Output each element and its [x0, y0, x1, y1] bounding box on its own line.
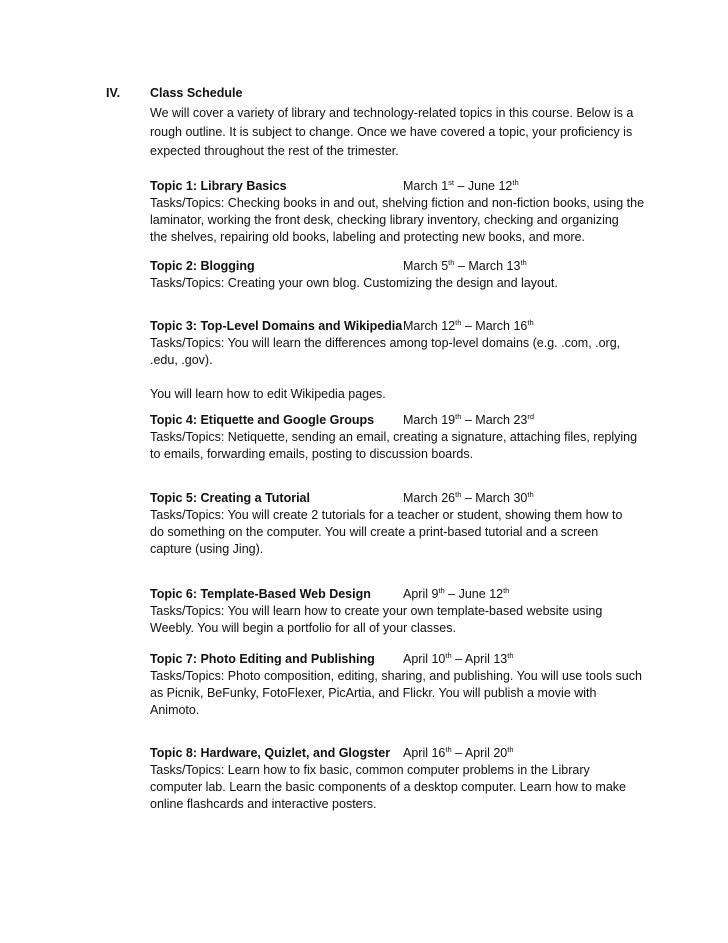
- date-start-suffix: st: [448, 178, 454, 187]
- topic-description-line: capture (using Jing).: [150, 542, 264, 556]
- intro-line: rough outline. It is subject to change. Once we have covered a topic, your proficiency is: [150, 125, 633, 139]
- topic-header: [150, 179, 650, 195]
- date-start-suffix: th: [455, 318, 462, 327]
- topic-block: [150, 746, 650, 813]
- topic-description-line: Tasks/Topics: Netiquette, sending an email, creating a signature, attaching files, replying: [150, 430, 638, 444]
- date-start: April 9: [403, 587, 439, 601]
- section-intro: [150, 104, 650, 161]
- topic-date-range: [403, 652, 514, 666]
- intro-line: expected throughout the rest of the trimester.: [150, 144, 399, 158]
- date-separator: –: [454, 259, 469, 273]
- date-start: March 12: [403, 319, 456, 333]
- topic-header: [150, 319, 650, 335]
- topic-date-range: [403, 746, 514, 760]
- topic-title: Topic 8: Hardware, Quizlet, and Glogster: [150, 746, 391, 760]
- topic-description: [150, 762, 650, 813]
- topic-block: [150, 259, 650, 292]
- topic-date-range: [403, 319, 534, 333]
- date-separator: –: [461, 413, 476, 427]
- topic-description: [150, 335, 650, 369]
- topic-block: [150, 179, 650, 246]
- topic-block: [150, 587, 650, 637]
- topic-title: Topic 6: Template-Based Web Design: [150, 587, 371, 601]
- topic-description-line: the shelves, repairing old books, labeling and protecting new books, and more.: [150, 230, 585, 244]
- date-end-suffix: th: [507, 745, 514, 754]
- topic-title: Topic 7: Photo Editing and Publishing: [150, 652, 375, 666]
- topic-description: [150, 195, 650, 246]
- topic-description-line: Tasks/Topics: Learn how to fix basic, common computer problems in the Library: [150, 763, 590, 777]
- topic-block: [150, 413, 650, 463]
- topic-description-line: laminator, working the front desk, checking library inventory, checking and organizing: [150, 213, 619, 227]
- topic-description-line: do something on the computer. You will create a print-based tutorial and a screen: [150, 525, 599, 539]
- topic-description-line: Tasks/Topics: You will learn how to create your own template-based website using: [150, 604, 603, 618]
- topic-block: [150, 491, 650, 558]
- topic-date-range: [403, 587, 509, 601]
- topic-description-line: Weebly. You will begin a portfolio for all of your classes.: [150, 621, 456, 635]
- topic-title: Topic 2: Blogging: [150, 259, 255, 273]
- topic-header: [150, 746, 650, 762]
- topic-description: [150, 429, 650, 463]
- topic-header: [150, 259, 650, 275]
- date-end: March 13: [468, 259, 521, 273]
- topic-description-line: .edu, .gov).: [150, 353, 213, 367]
- topic-description: [150, 507, 650, 558]
- date-start-suffix: th: [438, 586, 445, 595]
- date-separator: –: [451, 746, 465, 760]
- topic-description-line: Tasks/Topics: You will create 2 tutorials for a teacher or student, showing them how to: [150, 508, 623, 522]
- section-title: Class Schedule: [150, 86, 243, 100]
- topic-description-line: computer lab. Learn the basic components of a desktop computer. Learn how to make: [150, 780, 626, 794]
- topic-header: [150, 491, 650, 507]
- date-end-suffix: th: [527, 318, 534, 327]
- topic-header: [150, 652, 650, 668]
- topic-description-line: Animoto.: [150, 703, 200, 717]
- topic-date-range: [403, 491, 534, 505]
- date-start: March 26: [403, 491, 456, 505]
- date-start: March 1: [403, 179, 449, 193]
- topic-header: [150, 413, 650, 429]
- section-number: IV.: [106, 86, 121, 100]
- date-end: June 12: [467, 179, 513, 193]
- date-end-suffix: th: [520, 258, 527, 267]
- date-start: April 16: [403, 746, 446, 760]
- topic-description-line: Tasks/Topics: Checking books in and out, shelving fiction and non-fiction books, using the: [150, 196, 645, 210]
- date-start-suffix: th: [445, 745, 452, 754]
- date-end-suffix: th: [527, 490, 534, 499]
- topic-block: [150, 319, 650, 403]
- topic-description-line: Tasks/Topics: Creating your own blog. Customizing the design and layout.: [150, 276, 558, 290]
- topic-title: Topic 3: Top-Level Domains and Wikipedia: [150, 319, 403, 333]
- date-start: March 5: [403, 259, 449, 273]
- date-start-suffix: th: [448, 258, 455, 267]
- date-separator: –: [461, 319, 476, 333]
- topic-date-range: [403, 179, 519, 193]
- topic-description: [150, 668, 650, 719]
- date-end-suffix: th: [507, 651, 514, 660]
- date-end: March 16: [475, 319, 528, 333]
- topic-title: Topic 4: Etiquette and Google Groups: [150, 413, 375, 427]
- topic-title: Topic 1: Library Basics: [150, 179, 287, 193]
- topic-description-line: to emails, forwarding emails, posting to discussion boards.: [150, 447, 474, 461]
- date-end-suffix: th: [503, 586, 510, 595]
- date-separator: –: [444, 587, 459, 601]
- date-separator: –: [461, 491, 476, 505]
- date-separator: –: [454, 179, 468, 193]
- topic-description: [150, 603, 650, 637]
- date-start-suffix: th: [455, 412, 462, 421]
- topic-block: [150, 652, 650, 719]
- topic-description-line: Tasks/Topics: You will learn the differences among top-level domains (e.g. .com, .org,: [150, 336, 621, 350]
- topic-description-line: online flashcards and interactive posters.: [150, 797, 377, 811]
- date-end: June 12: [458, 587, 504, 601]
- topic-date-range: [403, 259, 527, 273]
- topic-date-range: [403, 413, 534, 427]
- date-start: March 19: [403, 413, 456, 427]
- intro-line: We will cover a variety of library and technology-related topics in this course. Below is a: [150, 106, 634, 120]
- date-start-suffix: th: [455, 490, 462, 499]
- date-start: April 10: [403, 652, 446, 666]
- date-start-suffix: th: [445, 651, 452, 660]
- topic-description-line: Tasks/Topics: Photo composition, editing, sharing, and publishing. You will use tools such: [150, 669, 642, 683]
- date-end: April 20: [464, 746, 508, 760]
- date-end: March 30: [475, 491, 528, 505]
- topic-note: You will learn how to edit Wikipedia pages.: [150, 387, 386, 401]
- date-end-suffix: rd: [527, 412, 535, 421]
- date-end: March 23: [475, 413, 528, 427]
- topic-header: [150, 587, 650, 603]
- date-end-suffix: th: [512, 178, 519, 187]
- topic-description-line: as Picnik, BeFunky, FotoFlexer, PicArtia, and Flickr. You will publish a movie with: [150, 686, 597, 700]
- topic-title: Topic 5: Creating a Tutorial: [150, 491, 310, 505]
- date-end: April 13: [464, 652, 508, 666]
- topic-description: [150, 275, 650, 292]
- date-separator: –: [451, 652, 465, 666]
